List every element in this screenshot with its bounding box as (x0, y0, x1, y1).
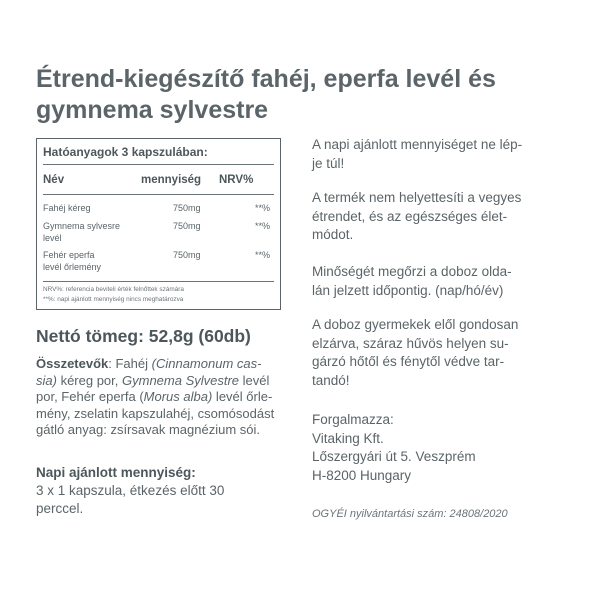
ingredients-latin-morus: Morus alba) (143, 389, 213, 404)
nutrition-col-name: Név (43, 174, 65, 186)
storage-children-line: gárzó hőtől és fénytől védve tar- (312, 354, 505, 369)
distributor-street: Lőszergyári út 5. Veszprém (312, 449, 476, 464)
distributor-label: Forgalmazza: (312, 412, 394, 427)
product-title-line-2: gymnema sylvestre (36, 96, 269, 124)
nutrition-row-1-name: Fahéj kéreg (43, 203, 91, 213)
ingredients-text: levél (239, 372, 270, 388)
nutrition-row-3-amount: 750mg (173, 250, 201, 260)
warning-diet-line: A termék nem helyettesíti a vegyes (312, 190, 522, 205)
nutrition-col-nrv: NRV% (219, 174, 254, 186)
nutrition-row-1-nrv: **% (255, 203, 271, 213)
nutrition-row-3-name-line-2: levél őrlemény (43, 261, 102, 272)
nutrition-row-2-name (43, 221, 120, 244)
product-title-line-1: Étrend-kiegészítő fahéj, eperfa levél és (36, 65, 496, 93)
storage-date (312, 263, 574, 300)
product-title (36, 64, 576, 126)
storage-date-line: lán jelzett időpontig. (nap/hó/év) (312, 282, 504, 298)
storage-children-line: tandó! (312, 372, 350, 388)
ingredients-text: mény, zselatin kapszulahéj, csomósodást (36, 405, 275, 421)
ingredients-latin-cinnamon: (Cinnamonum cas- (151, 356, 262, 371)
nutrition-table (36, 138, 281, 310)
nutrition-row-2-name-line-2: levél (43, 232, 62, 243)
nutrition-heading: Hatóanyagok 3 kapszulában: (43, 145, 208, 159)
nutrition-row-2-name-line-1: Gymnema sylvesre (43, 221, 121, 231)
nutrition-row-2-nrv: **% (255, 221, 271, 231)
dosage-line-1: 3 x 1 kapszula, étkezés előtt 30 (36, 483, 225, 498)
nutrition-footnote-stars: **%: napi ajánlott mennyiség nincs meghatározva (43, 296, 184, 303)
dosage-line-2: perccel. (36, 501, 84, 516)
warning-dose (312, 136, 574, 173)
storage-date-line: Minőségét megőrzi a doboz olda- (312, 264, 512, 279)
nutrition-row-2-amount: 750mg (173, 221, 201, 231)
ingredients-latin-cinnamon-end: sia) (36, 372, 57, 388)
distributor (312, 411, 574, 485)
nutrition-col-amount: mennyiség (141, 174, 202, 186)
nutrition-row-3-name (43, 250, 101, 273)
nutrition-divider-top (43, 164, 274, 165)
ingredients-block (36, 356, 284, 439)
ingredients-text: por, Fehér eperfa ( (36, 389, 144, 404)
ingredients-latin-gymnema: Gymnema Sylvestre (122, 372, 240, 388)
warning-diet-line: módot. (312, 227, 354, 242)
nutrition-row-3-name-line-1: Fehér eperfa (43, 250, 95, 260)
dosage-block (36, 464, 284, 518)
storage-children-line: elzárva, száraz hűvös helyen su- (312, 335, 509, 351)
ingredients-label: Összetevők (36, 356, 109, 371)
storage-children (312, 316, 574, 390)
ingredients-text: levél őrle- (212, 389, 273, 404)
ingredients-text: gátló anyag: zsírsavak magnézium sói. (36, 422, 260, 437)
warning-diet (312, 189, 574, 245)
dosage-label: Napi ajánlott mennyiség: (36, 465, 196, 480)
net-weight: Nettó tömeg: 52,8g (60db) (36, 326, 251, 346)
distributor-city: H-8200 Hungary (312, 467, 412, 483)
nutrition-footnote-nrv: NRV%: referencia beviteli érték felnőttek számára (43, 286, 184, 293)
warning-diet-line: étrendet, és az egészséges élet- (312, 208, 508, 224)
ingredients-text: kéreg por, (56, 372, 122, 388)
distributor-company: Vitaking Kft. (312, 430, 384, 446)
warning-dose-line: je túl! (312, 155, 345, 171)
nutrition-divider-bottom (43, 281, 274, 282)
ingredients-text: : Fahéj (108, 356, 152, 371)
warning-dose-line: A napi ajánlott mennyiséget ne lép- (312, 137, 523, 152)
ogyei-registration: OGYÉI nyilvántartási szám: 24808/2020 (312, 508, 508, 520)
storage-children-line: A doboz gyermekek elől gondosan (312, 317, 519, 332)
nutrition-divider-header (43, 194, 274, 195)
nutrition-row-3-nrv: **% (255, 250, 271, 260)
nutrition-row-1-amount: 750mg (173, 203, 201, 213)
